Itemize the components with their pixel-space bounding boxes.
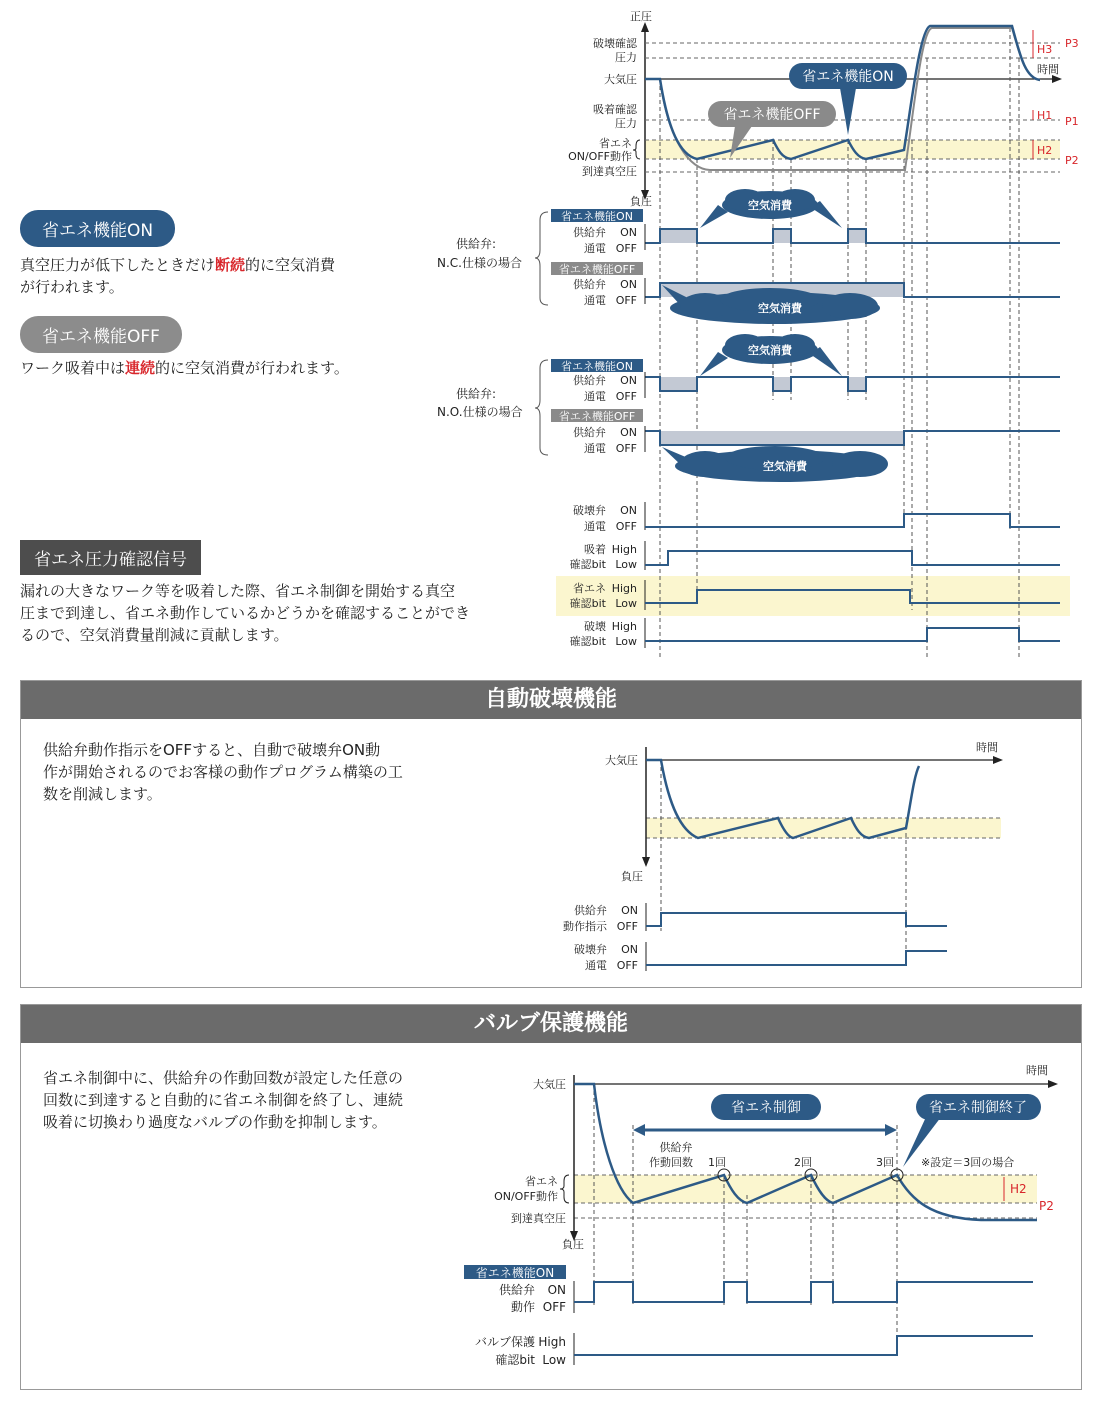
valve-save-1: 省エネ [525,1175,558,1188]
destroy-valve-label: 破壊弁 [573,504,606,517]
label-destroy-confirm: 破壊確認 [593,37,637,50]
nc-off-energize: 通電 [584,294,606,307]
save-bit-high: High [611,582,637,595]
valve-h2: H2 [1010,1182,1027,1196]
valve-save-2: ON/OFF動作 [494,1190,558,1203]
auto-destroy-label: 破壊弁 [574,943,607,956]
nc-on-supply: 供給弁 [573,226,606,239]
count-1: 1回 [708,1156,726,1169]
count-3: 3回 [876,1156,894,1169]
label-p3: P3 [1065,37,1079,50]
valve-supply-off: OFF [542,1300,566,1314]
save-bit-label: 省エネ [573,582,606,595]
no-on-energize: 通電 [584,390,606,403]
valve-atmosphere: 大気圧 [533,1078,566,1091]
valve-protect-low: Low [542,1353,566,1367]
auto-supply-label: 供給弁 [574,904,607,917]
off-desc-red: 連続 [125,359,156,377]
valve-protect-signal [574,1336,1033,1355]
destroy-valve-energize: 通電 [584,520,606,533]
valve-desc-line: 省エネ制御中に、供給弁の作動回数が設定した任意の [43,1069,404,1087]
on-desc-b: 的に空気消費 [245,256,336,274]
auto-destroy-on: ON [621,943,638,956]
nc-case: N.C.仕様の場合 [437,256,522,270]
adsorb-bit-confirm: 確認bit [569,558,606,571]
label-h1: H1 [1037,109,1053,122]
signal-desc-line: 圧まで到達し、省エネ動作しているかどうかを確認することができ [20,604,471,622]
no-off-off: OFF [615,442,637,455]
valve-protect-diagram [21,1005,1081,1389]
auto-destroy-signal [646,951,947,965]
bubble-on-tail [840,88,856,135]
time-arrow [1052,75,1062,83]
adsorb-bit-high: High [611,543,637,556]
no-on-supply: 供給弁 [573,374,606,387]
auto-desc-line: 作が開始されるのでお客様の動作プログラム構築の工 [43,763,403,781]
valve-negative: 負圧 [562,1238,584,1251]
save-control-label: 省エネ制御 [731,1100,801,1116]
destroy-valve-off: OFF [615,520,637,533]
auto-destroy-off: OFF [616,959,638,972]
valve-protect-section [20,1004,1082,1390]
signal-desc-line: るので、空気消費量削減に貢献します。 [20,626,289,644]
auto-supply-on: ON [621,904,638,917]
top-timing-diagram [0,0,1100,665]
save-on-pill: 省エネ機能ON [20,210,175,247]
destroy-bit-signal [645,628,1060,641]
valve-supply-signal [574,1282,1033,1302]
label-positive: 正圧 [630,10,652,23]
auto-negative: 負圧 [621,870,643,883]
nc-off-on: ON [620,278,637,291]
no-off-supply: 供給弁 [573,426,606,439]
destroy-valve-on: ON [620,504,637,517]
auto-supply-signal [646,913,947,926]
nc-on-energize: 通電 [584,242,606,255]
label-reach: 到達真空圧 [582,165,637,178]
label-p1: P1 [1065,115,1079,128]
valve-supply-count-1: 供給弁 [659,1141,693,1154]
label-atmosphere: 大気圧 [604,73,637,86]
adsorb-bit-signal [645,551,1060,565]
cloud-nc-off-label: 空気消費 [758,302,802,315]
label-h2: H2 [1037,144,1053,157]
label-time: 時間 [1037,63,1059,76]
no-case: N.O.仕様の場合 [437,405,523,419]
auto-desc-line: 供給弁動作指示をOFFすると、自動で破壊弁ON動 [43,741,381,759]
destroy-bit-confirm: 確認bit [569,635,606,648]
destroy-bit-high: High [611,620,637,633]
save-control-end-label: 省エネ制御終了 [929,1100,1027,1116]
label-h3: H3 [1037,43,1053,56]
valve-operation: 動作 [510,1300,535,1314]
nc-off-off: OFF [615,294,637,307]
off-desc-a: ワーク吸着中は [20,359,126,377]
label-destroy-confirm-2: 圧力 [615,51,637,64]
save-brace [633,140,640,159]
auto-time: 時間 [976,741,998,754]
save-bit-confirm: 確認bit [569,597,606,610]
cloud-nc-on-label: 空気消費 [748,199,792,212]
auto-supply-off: OFF [616,920,638,933]
valve-supply-label: 供給弁 [498,1283,535,1297]
valve-protect-title: バルブ保護機能 [21,1005,1081,1043]
cloud-no-off-label: 空気消費 [763,460,807,473]
auto-op-command: 動作指示 [563,920,607,933]
supply-valve-nc: 供給弁: [456,237,497,251]
bubble-on-label: 省エネ機能ON [802,69,894,85]
valve-time: 時間 [1026,1064,1048,1077]
save-bit-low: Low [615,597,637,610]
destroy-valve-signal [645,514,1060,527]
axis-arrow-up [641,22,649,32]
on-desc-red: 断続 [215,256,246,274]
tag-no-func-on-label: 省エネ機能ON [561,360,633,373]
adsorb-bit-label: 吸着 [584,543,606,556]
no-on-on: ON [620,374,637,387]
auto-destroy-title: 自動破壊機能 [21,681,1081,719]
signal-tag: 省エネ圧力確認信号 [20,540,201,575]
off-desc-b: 的に空気消費が行われます。 [155,359,349,377]
save-off-pill: 省エネ機能OFF [20,316,182,353]
supply-valve-no: 供給弁: [456,387,497,401]
on-desc-c: が行われます。 [20,278,124,296]
cloud-no-on-label: 空気消費 [748,344,792,357]
label-adsorb-confirm: 吸着確認 [593,103,637,116]
valve-desc-line: 回数に到達すると自動的に省エネ制御を終了し、連続 [43,1091,404,1109]
signal-desc-line: 漏れの大きなワーク等を吸着した際、省エネ制御を開始する真空 [20,582,456,600]
on-desc-a: 真空圧力が低下したときだけ [20,256,216,274]
nc-on-off: OFF [615,242,637,255]
no-off-on: ON [620,426,637,439]
tag-func-on-label: 省エネ機能ON [561,210,633,223]
label-p2: P2 [1065,154,1079,167]
valve-protect-high: High [538,1335,566,1349]
auto-energize: 通電 [585,959,607,972]
bubble-off-label: 省エネ機能OFF [723,107,821,123]
setting-note: ※設定＝3回の場合 [921,1156,1015,1169]
valve-tag-func-on-label: 省エネ機能ON [475,1266,555,1280]
valve-protect-label: バルブ保護 [474,1335,535,1349]
label-save: 省エネ [599,137,632,150]
auto-destroy-section [20,680,1082,988]
nc-off-supply: 供給弁 [573,278,606,291]
auto-desc-line: 数を削減します。 [43,785,162,803]
auto-atmosphere: 大気圧 [605,754,638,767]
tag-func-off-label: 省エネ機能OFF [558,263,636,276]
tag-no-func-off-label: 省エネ機能OFF [558,410,636,423]
auto-destroy-diagram [21,681,1081,987]
count-2: 2回 [794,1156,812,1169]
nc-on-on: ON [620,226,637,239]
destroy-bit-low: Low [615,635,637,648]
label-negative: 負圧 [630,195,652,208]
label-adsorb-confirm-2: 圧力 [615,117,637,130]
valve-desc-line: 吸着に切換わり過度なバルブの作動を抑制します。 [43,1113,387,1131]
label-save-onoff: ON/OFF動作 [568,150,632,163]
valve-reach: 到達真空圧 [511,1212,566,1225]
no-off-energize: 通電 [584,442,606,455]
no-on-off: OFF [615,390,637,403]
valve-p2: P2 [1039,1199,1054,1213]
valve-supply-on: ON [547,1283,566,1297]
adsorb-bit-low: Low [615,558,637,571]
destroy-bit-label: 破壊 [584,620,606,633]
valve-supply-count-2: 作動回数 [649,1156,693,1169]
valve-protect-confirm: 確認bit [495,1353,535,1367]
